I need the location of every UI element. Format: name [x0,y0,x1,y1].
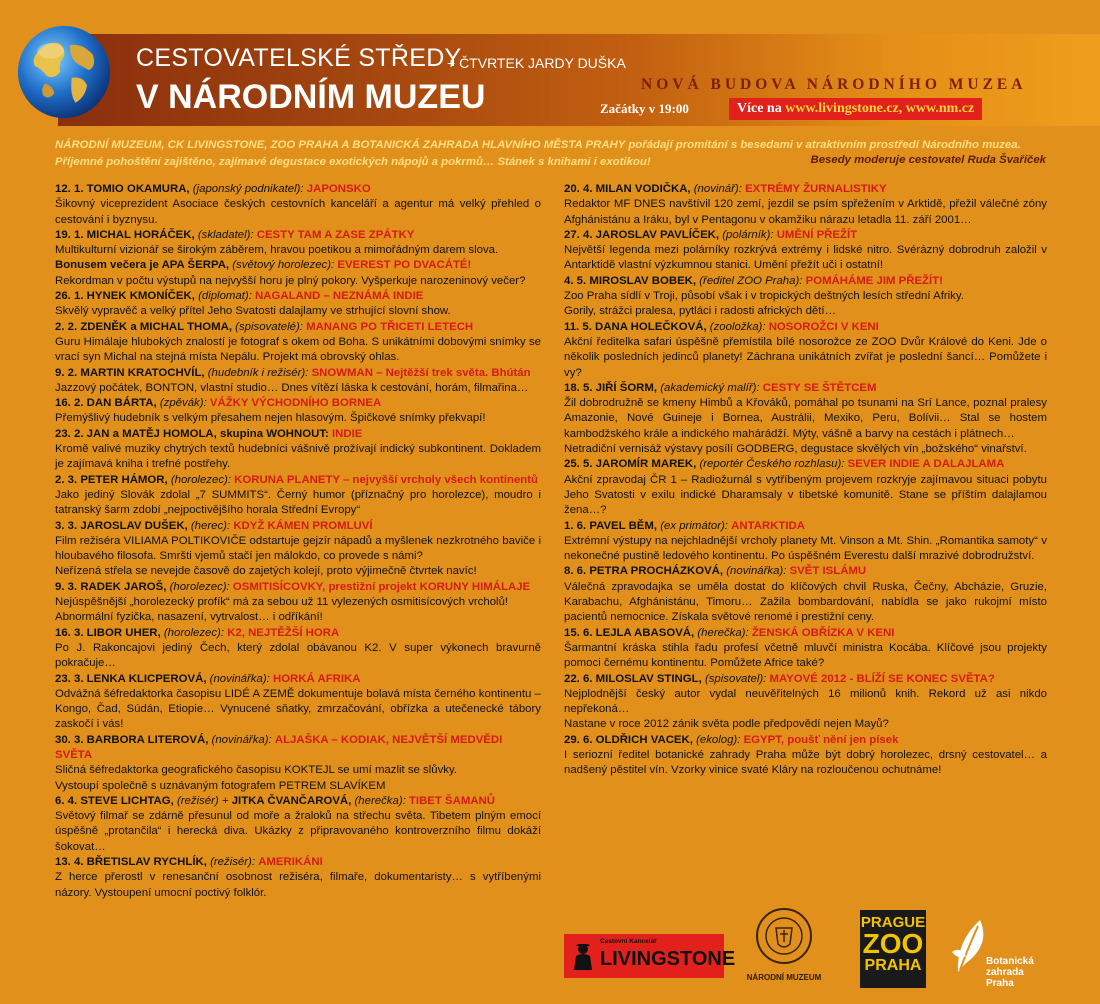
event-title: EVEREST PO DVACÁTÉ! [337,259,472,272]
event-speaker: 1. 6. PAVEL BĚM, [564,519,658,532]
event-extra: Nastane v roce 2012 zánik světa podle předpovědí nejen Mayů? [564,718,889,731]
event-title: INDIE [332,427,363,440]
event-description: Nejúspěšnější „horolezecký profík“ má za sebou už 11 vylezených osmitisícových vrcholů! [55,596,509,609]
event-item [564,672,1047,733]
event-item [564,733,1047,779]
explorer-icon [570,942,596,970]
livingstone-small: Cestovní Kancelář [600,938,657,945]
event-title: UMĚNÍ PŘEŽÍT [776,228,858,241]
event-description: Kromě valivé muziky chytrých textů hudebníci vášnivě prožívají indický subkontinent. Dokladem je zajímavá kniha i trefné postřehy. [55,443,541,471]
event-description: Z herce přerostl v renesanční osobnost režiséra, filmaře, dokumentaristy… s vytříbenými názory. Vystoupení umocní poctivý folklór. [55,871,541,899]
event-role: (režisér) + [176,794,229,807]
event-speaker: 19. 1. MICHAL HORÁČEK, [55,228,195,241]
event-extra: Vystoupí společně s uznávaným fotografem PETREM SLAVÍKEM [55,779,386,792]
header [0,0,1100,130]
event-title: EGYPT, poušť nění jen písek [743,733,899,746]
event-description: Rekordman v počtu výstupů na nejvyšší horu je plný pokory. Vyšperkuje narozeninový večer? [55,274,526,287]
sponsor-logos [560,900,1100,1004]
event-item [564,457,1047,518]
event-title: NAGALAND – NEZNÁMÁ INDIE [255,290,424,303]
event-speaker: 9. 3. RADEK JAROŠ, [55,580,167,593]
event-role: (ekolog): [696,733,741,746]
event-speaker: 3. 3. JAROSLAV DUŠEK, [55,519,188,532]
event-speaker: 6. 4. STEVE LICHTAG, [55,794,174,807]
event-description: I seriozní ředitel botanické zahrady Praha může být dobrý horolezec, drsný cestovatel… a nadšený pěstitel vín. Vzorky vinice svaté Kláry na rozloučenou ochutnáme! [564,748,1047,777]
event-description: Redaktor MF DNES navštívil 120 zemí, jezdil se psím spřežením v Arktidě, přežil válečné zóny Afghánistánu a Iráku, byl v Pentagonu v okamžiku nárazu letadla 11. září 2001… [564,198,1047,226]
event-extra: Netradiční vernisáž výstavy posílí GODBERG, degustace skvělých vín „božského“ vinařství. [564,443,1027,456]
event-item [564,564,1047,625]
event-title: ANTARKTIDA [731,519,805,532]
event-title: TIBET ŠAMANŮ [408,794,496,807]
moderator-note: Besedy moderuje cestovatel Ruda Švaříček [810,154,1046,166]
event-speaker: 16. 3. LIBOR UHER, [55,626,161,639]
event-role: (režisér): [210,856,256,869]
event-role: (horolezec): [169,580,230,593]
event-description: Šikovný viceprezident Asociace českých cestovních kanceláří a agentur má velký přehled o cestování i byznysu. [55,198,541,226]
event-description: Světový filmař se zdárně přesunul od moře a žraloků na střechu světa. Tibetem plným emocí úspěšně „protančila“ i herecká diva. Ukázky z připravovaného kontroverzního filmu dokáží šokovat… [55,810,541,853]
event-description: Film režiséra VILIAMA POLTIKOVIČE odstartuje gejzír nápadů a myšlenek nezkrotného baviče i hloubavého filosofa. Smršti vjemů stačí jen málokdo, co provede s námi? [55,534,541,563]
event-title: HORKÁ AFRIKA [272,672,361,685]
event-speaker: 23. 3. LENKA KLICPEROVÁ, [55,672,207,685]
title-line2: V NÁRODNÍM MUZEU [136,78,486,116]
event-description: Extrémní výstupy na nejchladnější vrcholy planety Mt. Vinson a Mt. Shin. „Romantika samoty“ v nekonečné pustině ledového kontinentu. Po úspěšném Everestu další mrazivé dobrodružství. [564,534,1047,563]
event-role: (reportér Českého rozhlasu): [699,458,845,471]
event-speaker: 2. 2. ZDENĚK a MICHAL THOMA, [55,320,232,333]
event-description: Po J. Rakoncajovi jediný Čech, který zdolal obávanou K2. V super výkonech bravurně pokračuje… [55,641,541,670]
event-description: Akční ředitelka safari úspěšně přemístila bílé nosorožce ze ZOO Dvůr Králové do Keni. Jde o několik posledních jedinců planety! Záchrana unikátních zvířat je poslední šancí… Pomůžete i vy? [564,335,1047,379]
event-title: OSMITISÍCOVKY, prestižní projekt KORUNY HIMÁLAJE [232,580,531,593]
event-speaker: 26. 1. HYNEK KMONÍČEK, [55,290,195,303]
event-item [55,258,541,289]
event-role: (novinář): [693,183,742,195]
event-speaker: 8. 6. PETRA PROCHÁZKOVÁ, [564,565,724,578]
event-item [55,320,541,366]
botanic-garden-logo [950,912,1060,992]
event-speaker: 15. 6. LEJLA ABASOVÁ, [564,626,695,639]
event-role: (japonský podnikatel): [192,183,304,195]
event-speaker: 2. 3. PETER HÁMOR, [55,473,168,486]
event-title: SEVER INDIE A DALAJLAMA [847,458,1005,471]
event-role: (ex primátor): [660,519,728,532]
event-description: Sličná šéfredaktorka geografického časopisu KOKTEJL se umí mazlit se slůvky. [55,764,458,777]
event-description: Válečná zpravodajka se uměla dostat do klíčových chvil Ruska, Čečny, Abcházie, Gruzie, Karabachu, Afghánistánu, Timoru… Zažila bombardování, nabídla se jako rukojmí místo pacientů nemocnice. Získala světové renomé i prestižní ceny. [564,580,1047,624]
event-role: (spisovatel): [704,672,767,685]
event-speaker: 13. 4. BŘETISLAV RYCHLÍK, [55,856,207,869]
zoo-praha-logo [860,910,926,988]
event-title: VÁŽKY VÝCHODNÍHO BORNEA [209,397,382,410]
event-item [55,289,541,320]
event-item [564,626,1047,672]
event-speaker: 20. 4. MILAN VODIČKA, [564,183,691,195]
event-description: Odvážná šéfredaktorka časopisu LIDÉ A ZEMĚ dokumentuje bolavá místa černého kontinentu – Kongo, Čad, Súdán, Etiopie… Vynucené sňatky, zmrzačování, obřízka a utečenecké tábory zaskočí i vás! [55,687,541,731]
event-role: (ředitel ZOO Praha): [699,274,803,287]
event-title: POMÁHÁME JIM PŘEŽÍT! [805,274,943,287]
event-description: Přemýšlivý hudebník s velkým přesahem nejen hlasovým. Špičkové snímky překvapí! [55,412,486,425]
event-role: (diplomat): [198,290,252,303]
event-item [55,626,541,672]
event-item [564,182,1047,228]
event-description: Guru Himálaje hlubokých znalostí je fotograf s okem od Boha. S unikátními dobovými snímky se vrací syn Michal na stejná místa Nepálu. Projekt má obrovský ohlas. [55,335,541,364]
botanic-line1: Botanická [986,956,1034,967]
event-speaker: 25. 5. JAROMÍR MAREK, [564,458,697,471]
title-line1: CESTOVATELSKÉ STŘEDY [136,44,462,72]
botanic-label [986,956,1034,989]
event-title: ŽENSKÁ OBŘÍZKA V KENI [751,626,895,639]
start-time: Začátky v 19:00 [600,101,689,116]
event-speaker: 27. 4. JAROSLAV PAVLÍČEK, [564,228,720,241]
event-description: Akční zpravodaj ČR 1 – Radiožurnál s vytříbeným projevem rozkryje zajímavou situaci pobytu Jeho Svatosti v exilu indické Dharamsaly v tibetské komunitě. Stane se příštím dalajlamou žena…? [564,473,1047,517]
event-extra: Gorily, strážci pralesa, pytláci i radosti afrických dětí… [564,305,836,318]
event-description: Žil dobrodružně se kmeny Himbů a Křováků, pomáhal po tsunami na Srí Lance, poznal pralesy Amazonie, Nové Guineje i Bornea, Austrálii, Mexiko, Peru, Bolívii… Stal se hostem kambodžského krále a indického mahárádží. Mýty, vášně a barvy na cestách i plátnech… [564,397,1047,440]
event-role: (herečka): [697,626,749,639]
event-title: MANANG PO TŘICETI LETECH [306,320,474,333]
event-title: JAPONSKO [306,183,371,195]
event-item [564,519,1047,565]
zoo-line1: PRAGUE [860,914,926,931]
event-title: SNOWMAN – Nejtěžší trek světa. Bhútán [311,366,531,379]
event-speaker: 23. 2. JAN a MATĚJ HOMOLA, skupina WOHNOUT: [55,427,329,440]
more-prefix: Více na [737,101,782,116]
event-item [55,427,541,473]
event-description: Jazzový počátek, BONTON, vlastní studio… Dnes vítězí láska k cestování, horám, filmařina… [55,381,529,394]
event-title: MAYOVÉ 2012 - BLÍŽÍ SE KONEC SVĚTA? [769,672,995,685]
event-speaker: 4. 5. MIROSLAV BOBEK, [564,274,697,287]
event-title: K2, NEJTĚŽŠÍ HORA [227,626,340,639]
event-role: (zooložka): [709,320,766,333]
event-extra: Neřízená střela se nevejde časově do zajetých kolejí, proto výjimečně čtvrtek navíc! [55,565,477,578]
event-role: (spisovatelé): [235,320,303,333]
event-item [55,228,541,259]
event-item [55,794,541,855]
subtitle: + ČTVRTEK JARDY DUŠKA [447,55,626,71]
event-description: Multikulturní vizionář se širokým záběrem, hravou poetikou a mimořádným darem slova. [55,244,499,257]
event-title: SVĚT ISLÁMU [789,565,867,578]
website-links[interactable]: www.livingstone.cz, www.nm.cz [785,101,975,116]
event-role: (novinářka): [211,733,272,746]
event-title: EXTRÉMY ŽURNALISTIKY [745,183,887,195]
event-item [55,182,541,228]
event-speaker: 11. 5. DANA HOLEČKOVÁ, [564,320,707,333]
event-role: (skladatel): [197,228,254,241]
event-role: (novinářka): [726,565,787,578]
event-role: (polárník): [722,228,774,241]
zoo-line2: ZOO [862,928,924,959]
event-title: CESTY TAM A ZASE ZPÁTKY [256,228,415,241]
event-role: (novinářka): [209,672,270,685]
events-left-column [55,182,541,901]
livingstone-big: LIVINGSTONE [600,948,736,970]
livingstone-logo [564,934,736,978]
event-role: (světový horolezec): [232,259,335,272]
event-description: Největší legenda mezi polárníky rozkrývá extrémy i lidské nitro. Svérázný dobrodruh založil v Antarktidě vlastní výzkumnou stanici. Umění přežít uči i ostatní! [564,244,1047,272]
museum-label: NÁRODNÍ MUZEUM [746,973,822,982]
event-role: (herec): [190,519,231,532]
event-item [55,396,541,427]
event-item [55,672,541,733]
event-role: (akademický malíř): [660,381,760,394]
event-extra: Abnormální fyzička, nasazení, vytrvalost… i odříkání! [55,611,323,624]
event-description: Zoo Praha sídlí v Troji, působí však i v tropických deštných lesích střední Afriky. [564,290,964,303]
event-role: (zpěvák): [159,397,207,410]
event-speaker: 22. 6. MILOSLAV STINGL, [564,672,702,685]
event-item [564,274,1047,320]
event-speaker: 16. 2. DAN BÁRTA, [55,397,157,410]
national-museum-logo [746,906,822,982]
event-role: (herečka): [354,794,406,807]
event-speaker: JITKA ČVANČAROVÁ, [231,794,352,807]
event-item [55,473,541,519]
botanic-line3: Praha [986,978,1014,989]
event-item [55,580,541,626]
more-info-link[interactable] [729,98,982,120]
event-speaker: 12. 1. TOMIO OKAMURA, [55,183,190,195]
zoo-line3: PRAHA [864,957,922,974]
event-description: Šarmantní kráska stihla řadu profesí včetně mluvčí ministra Kocába. Klíčové jsou projekty pomoci černému kontinentu. Pomůžete Africe také? [564,641,1047,670]
botanic-line2: zahrada [986,967,1024,978]
event-item [55,733,541,794]
event-title: ALJAŠKA – KODIAK, NEJVĚTŠÍ MEDVĚDI SVĚTA [55,733,503,761]
event-description: Nejplodnější český autor vydal neuvěřitelných 16 milionů knih. Rekord už asi nikdo nepřekoná… [564,687,1047,716]
intro-text: NÁRODNÍ MUZEUM, CK LIVINGSTONE, ZOO PRAHA A BOTANICKÁ ZAHRADA HLAVNÍHO MĚSTA PRAHY pořádají promítání s besedami v atraktivním prostředí Národního muzea. Příjemné pohoštění zajištěno, zajímavé degustace exotických nápojů a pokrmů… Stánek s knihami i exotikou! [55,139,1021,168]
event-role: (hudebník i režisér): [207,366,309,379]
venue: NOVÁ BUDOVA NÁRODNÍHO MUZEA [641,76,1027,93]
event-role: (horolezec): [163,626,225,639]
event-description: Skvělý vypravěč a velký přítel Jeho Svatosti dalajlamy ve strhující slovní show. [55,305,451,318]
globe-icon [16,24,112,120]
event-item [55,519,541,580]
event-item [564,320,1047,381]
event-title: KORUNA PLANETY – nejvyšší vrcholy všech kontinentů [234,473,538,486]
event-speaker: Bonusem večera je APA ŠERPA, [55,259,230,272]
event-item [564,381,1047,457]
event-speaker: 9. 2. MARTIN KRATOCHVÍL, [55,366,205,379]
event-speaker: 29. 6. OLDŘICH VACEK, [564,733,693,746]
event-title: NOSOROŽCI V KENI [768,320,879,333]
event-title: AMERIKÁNI [258,856,323,869]
event-speaker: 30. 3. BARBORA LITEROVÁ, [55,733,209,746]
event-speaker: 18. 5. JIŘÍ ŠORM, [564,381,658,394]
event-item [55,855,541,901]
event-title: CESTY SE ŠTĚTCEM [762,381,877,394]
museum-seal-icon [754,906,814,966]
event-item [564,228,1047,274]
event-role: (horolezec): [170,473,231,486]
event-description: Jako jediný Slovák zdolal „7 SUMMITS“. Černý humor (příznačný pro horolezce), moudro i tatranský šarm zdobí „nejpoctivějšího horala Střední Evropy“ [55,488,541,517]
event-item [55,366,541,397]
event-title: KDYŽ KÁMEN PROMLUVÍ [233,519,373,532]
events-right-column [564,182,1047,779]
